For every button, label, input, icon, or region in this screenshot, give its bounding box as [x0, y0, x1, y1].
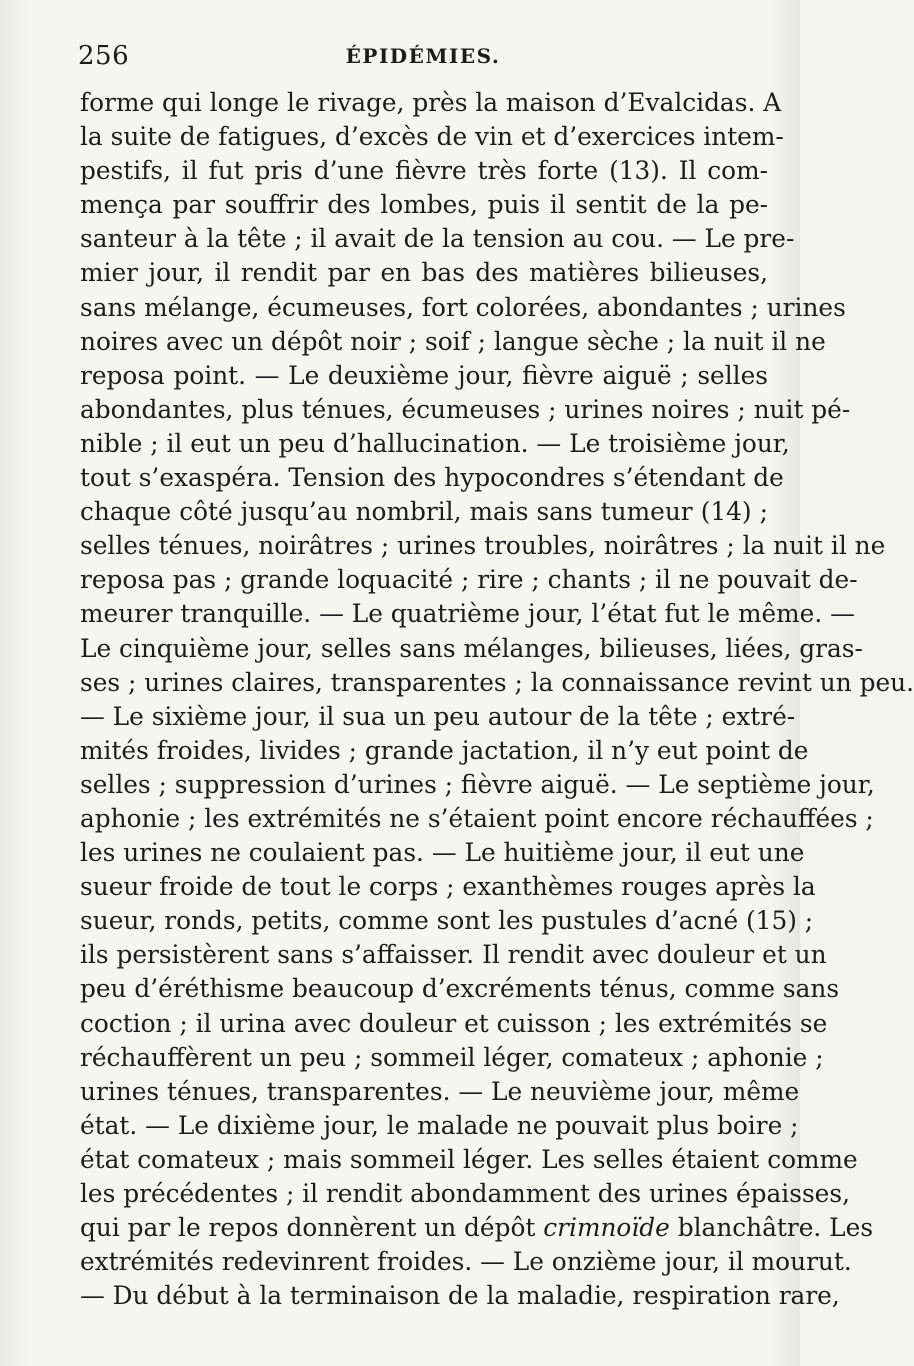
text-segment: qui par le repos donnèrent un dépôt	[80, 1213, 544, 1243]
text-line: peu d’éréthisme beaucoup d’excréments ténus, comme sans	[80, 974, 840, 1004]
text-line: réchauffèrent un peu ; sommeil léger, comateux ; aphonie ;	[80, 1042, 824, 1072]
text-line: mités froides, livides ; grande jactation, il n’y eut point de	[80, 735, 809, 765]
text-segment: blanchâtre. Les	[669, 1213, 874, 1243]
page-number: 256	[78, 41, 130, 71]
text-line: sans mélange, écumeuses, fort colorées, abondantes ; urines	[80, 292, 846, 322]
text-line: reposa point. — Le deuxième jour, fièvre aiguë ; selles	[80, 360, 768, 390]
body-text	[80, 86, 914, 1313]
italic-term: crimnoïde	[543, 1213, 670, 1243]
text-line: mença par souffrir des lombes, puis il sentit de la pe-	[80, 190, 768, 220]
text-line: ses ; urines claires, transparentes ; la connaissance revint un peu.	[80, 667, 914, 697]
text-line: les urines ne coulaient pas. — Le huitième jour, il eut une	[80, 838, 805, 868]
text-line: santeur à la tête ; il avait de la tension au cou. — Le pre-	[80, 224, 795, 254]
text-line: sueur froide de tout le corps ; exanthèmes rouges après la	[80, 872, 816, 902]
text-line: meurer tranquille. — Le quatrième jour, l’état fut le même. —	[80, 599, 855, 629]
text-line: urines ténues, transparentes. — Le neuvième jour, même	[80, 1076, 800, 1106]
text-line: pestifs, il fut pris d’une fièvre très forte (13). Il com-	[80, 156, 768, 186]
text-line: état. — Le dixième jour, le malade ne pouvait plus boire ;	[80, 1110, 799, 1140]
text-line-with-italic	[80, 1211, 874, 1245]
text-line: Le cinquième jour, selles sans mélanges, bilieuses, liées, gras-	[80, 633, 863, 663]
text-line: — Le sixième jour, il sua un peu autour de la tête ; extré-	[80, 701, 796, 731]
text-line: forme qui longe le rivage, près la maison d’Evalcidas. A	[80, 88, 782, 117]
text-line: selles ténues, noirâtres ; urines troubles, noirâtres ; la nuit il ne	[80, 531, 886, 561]
text-line: selles ; suppression d’urines ; fièvre aiguë. — Le septième jour,	[80, 769, 875, 799]
text-line: les précédentes ; il rendit abondamment des urines épaisses,	[80, 1179, 850, 1208]
text-line: ils persistèrent sans s’affaisser. Il rendit avec douleur et un	[80, 940, 827, 970]
page-header	[78, 36, 768, 76]
text-line: coction ; il urina avec douleur et cuisson ; les extrémités se	[80, 1008, 828, 1038]
text-line: la suite de fatigues, d’excès de vin et d’exercices intem-	[80, 122, 784, 152]
running-title: ÉPIDÉMIES.	[345, 44, 501, 68]
text-line: — Du début à la terminaison de la maladie, respiration rare,	[80, 1281, 840, 1311]
text-line: reposa pas ; grande loquacité ; rire ; chants ; il ne pouvait de-	[80, 565, 858, 595]
text-line: abondantes, plus ténues, écumeuses ; urines noires ; nuit pé-	[80, 394, 851, 424]
text-line: extrémités redevinrent froides. — Le onzième jour, il mourut.	[80, 1247, 852, 1277]
text-line: sueur, ronds, petits, comme sont les pustules d’acné (15) ;	[80, 906, 814, 936]
text-line: aphonie ; les extrémités ne s’étaient point encore réchauffées ;	[80, 803, 874, 833]
text-line: état comateux ; mais sommeil léger. Les selles étaient comme	[80, 1144, 858, 1174]
text-line: chaque côté jusqu’au nombril, mais sans tumeur (14) ;	[80, 497, 768, 527]
text-line: tout s’exaspéra. Tension des hypocondres s’étendant de	[80, 463, 784, 493]
text-line: noires avec un dépôt noir ; soif ; langue sèche ; la nuit il ne	[80, 326, 826, 356]
text-line: nible ; il eut un peu d’hallucination. — Le troisième jour,	[80, 428, 790, 458]
text-line: mier jour, il rendit par en bas des matières bilieuses,	[80, 258, 768, 288]
